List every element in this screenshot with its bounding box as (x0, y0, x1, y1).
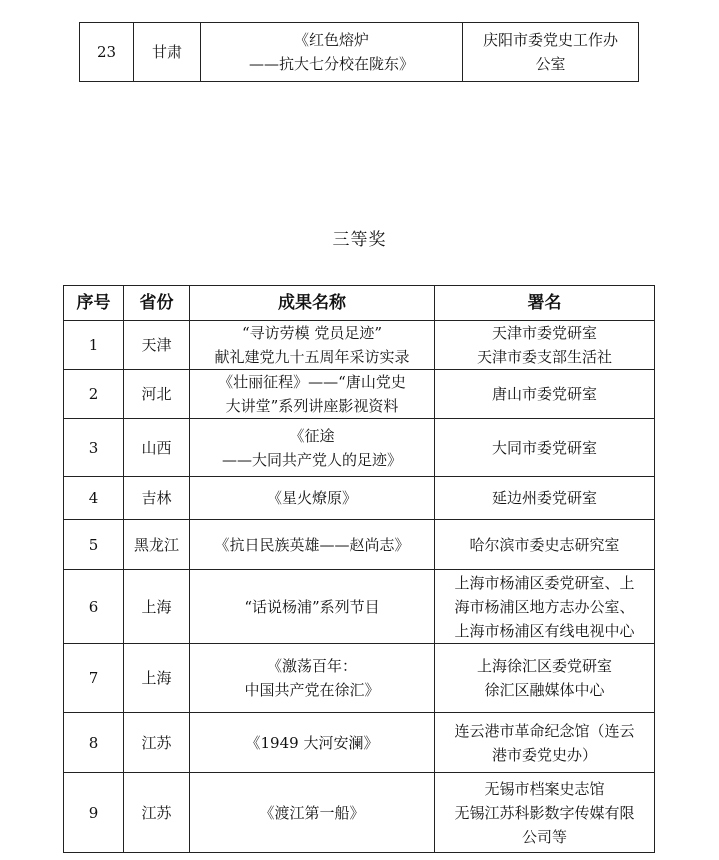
row-title (190, 321, 435, 370)
org-line: 无锡市档案史志馆 (484, 779, 605, 798)
row-province: 天津 (124, 321, 190, 370)
title-line: 《渡江第一船》 (259, 803, 365, 822)
header-province: 省份 (124, 286, 190, 321)
org-line: 大同市委党研室 (491, 438, 597, 457)
row-organization (463, 23, 639, 82)
row-number: 2 (64, 370, 124, 419)
row-number: 9 (64, 773, 124, 853)
table-row (64, 477, 655, 520)
title-line: 《壮丽征程》——“唐山党史 (218, 373, 406, 391)
title-line: 《激荡百年： (266, 657, 357, 675)
title-line: 《征途 (289, 426, 335, 445)
row-number: 6 (64, 570, 124, 644)
row-title (190, 370, 435, 419)
table-row (64, 321, 655, 370)
org-line: 上海市杨浦区委党研室、上 (454, 573, 635, 592)
row-organization (435, 419, 655, 477)
row-province: 河北 (124, 370, 190, 419)
row-number: 8 (64, 713, 124, 773)
table-row (64, 570, 655, 644)
org-line: 连云港市革命纪念馆（连云 (454, 721, 635, 740)
row-title (201, 23, 463, 82)
table-row (64, 370, 655, 419)
org-line: 徐汇区融媒体中心 (484, 681, 605, 699)
row-organization (435, 773, 655, 853)
row-title (190, 773, 435, 853)
header-row (64, 286, 655, 321)
org-line: 港市委党史办） (491, 745, 597, 764)
org-line: 公室 (535, 55, 566, 73)
table-row (64, 419, 655, 477)
table-row (64, 644, 655, 713)
row-organization (435, 477, 655, 520)
row-organization (435, 321, 655, 370)
title-line: 中国共产党在徐汇》 (244, 681, 380, 699)
row-organization (435, 713, 655, 773)
row-number: 1 (64, 321, 124, 370)
row-province: 甘肃 (134, 23, 201, 82)
row-title (190, 644, 435, 713)
org-line: 海市杨浦区地方志办公室、 (454, 597, 635, 616)
title-line: 献礼建党九十五周年采访实录 (214, 348, 410, 366)
title-line: 大讲堂”系列讲座影视资料 (225, 397, 399, 415)
row-province: 山西 (124, 419, 190, 477)
org-line: 上海徐汇区委党研室 (476, 657, 612, 675)
header-title: 成果名称 (190, 286, 435, 321)
table-row (64, 520, 655, 570)
third-prize-table (63, 285, 655, 853)
title-line: “寻访劳模 党员足迹” (241, 324, 383, 342)
header-organization: 署名 (435, 286, 655, 321)
table-row (64, 773, 655, 853)
row-province: 上海 (124, 570, 190, 644)
header-number: 序号 (64, 286, 124, 321)
org-line: 唐山市委党研室 (491, 385, 597, 403)
row-number: 4 (64, 477, 124, 520)
org-line: 无锡江苏科影数字传媒有限 (454, 803, 635, 822)
row-title (190, 570, 435, 644)
row-number: 7 (64, 644, 124, 713)
org-line: 庆阳市委党史工作办 (482, 31, 618, 49)
row-organization (435, 570, 655, 644)
row-number: 3 (64, 419, 124, 477)
row-province: 吉林 (124, 477, 190, 520)
table-row (80, 23, 639, 82)
row-organization (435, 520, 655, 570)
title-line: 《红色熔炉 (293, 31, 369, 49)
row-province: 江苏 (124, 713, 190, 773)
org-line: 哈尔滨市委史志研究室 (469, 535, 620, 554)
row-province: 上海 (124, 644, 190, 713)
row-title (190, 713, 435, 773)
row-title (190, 477, 435, 520)
row-province: 黑龙江 (124, 520, 190, 570)
row-organization (435, 644, 655, 713)
org-line: 公司等 (521, 827, 567, 846)
title-line: ——抗大七分校在陇东》 (248, 55, 414, 73)
row-organization (435, 370, 655, 419)
org-line: 延边州委党研室 (491, 489, 597, 507)
row-title (190, 520, 435, 570)
org-line: 上海市杨浦区有线电视中心 (454, 621, 635, 640)
org-line: 天津市委党研室 (491, 324, 597, 342)
table-row (64, 713, 655, 773)
title-line: ——大同共产党人的足迹》 (221, 450, 402, 469)
previous-award-table (79, 22, 639, 82)
title-line: 《星火燎原》 (266, 489, 357, 507)
row-province: 江苏 (124, 773, 190, 853)
title-line: “话说杨浦”系列节目 (244, 597, 380, 616)
title-line: 《抗日民族英雄——赵尚志》 (214, 535, 410, 554)
row-number: 23 (80, 23, 134, 82)
section-title: 三等奖 (332, 230, 387, 250)
org-line: 天津市委支部生活社 (476, 348, 612, 366)
row-title (190, 419, 435, 477)
title-line: 《1949 大河安澜》 (245, 733, 379, 752)
row-number: 5 (64, 520, 124, 570)
